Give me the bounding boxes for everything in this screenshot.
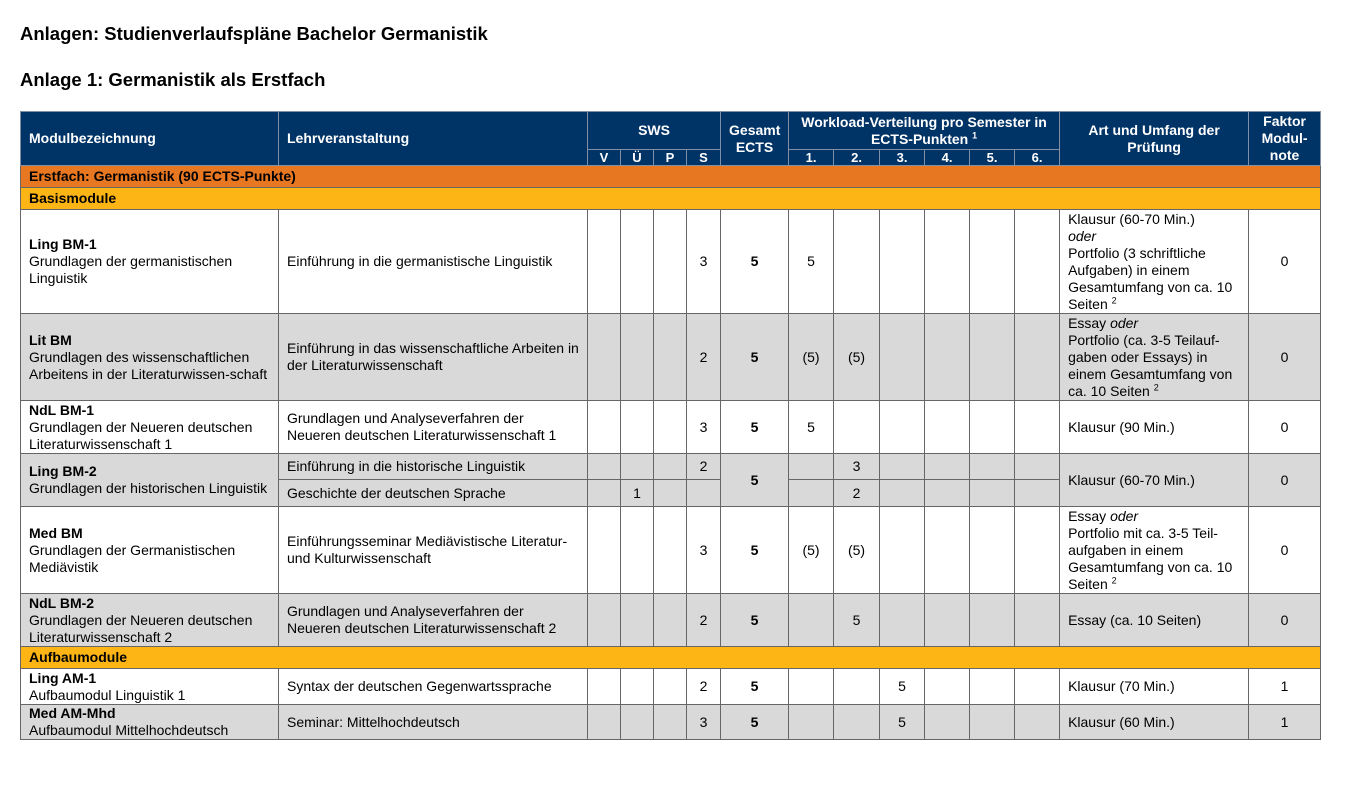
sws-s-cell: 3 [687, 705, 721, 740]
sem2-cell: (5) [834, 314, 880, 401]
sem2-cell: 5 [834, 594, 880, 647]
header-workload: Workload-Verteilung pro Semester in ECTS-Punkten $^1$ [789, 112, 1060, 150]
modul-cell: Med BM Grundlagen der Germanistischen Mediävistik [21, 507, 279, 594]
modul-cell: Ling BM-1 Grundlagen der germanistischen Linguistik [21, 210, 279, 314]
header-sem-1: 1. [789, 150, 834, 166]
lehrveranstaltung-cell: Grundlagen und Analyseverfahren der Neueren deutschen Literaturwissenschaft 1 [279, 401, 588, 454]
sws-u-cell: 1 [621, 480, 654, 507]
lehrveranstaltung-cell: Einführung in die historische Linguistik [279, 454, 588, 480]
modul-cell: Lit BM Grundlagen des wissenschaftlichen Arbeitens in der Literaturwissen-schaft [21, 314, 279, 401]
lehrveranstaltung-cell: Seminar: Mittelhochdeutsch [279, 705, 588, 740]
sws-s-cell: 2 [687, 454, 721, 480]
sws-s-cell: 2 [687, 314, 721, 401]
header-sws-s: S [687, 150, 721, 166]
lehrveranstaltung-cell: Geschichte der deutschen Sprache [279, 480, 588, 507]
ects-cell: 5 [721, 314, 789, 401]
pruefung-cell: Klausur (60-70 Min.) oder Portfolio (3 schriftliche Aufgaben) in einem Gesamtumfang von ca. 10 Seiten $^2$ [1060, 210, 1249, 314]
faktor-cell: 0 [1249, 454, 1321, 507]
lehrveranstaltung-cell: Grundlagen und Analyseverfahren der Neueren deutschen Literaturwissenschaft 2 [279, 594, 588, 647]
table-row [21, 401, 1321, 454]
sem2-cell: 2 [834, 480, 880, 507]
modul-cell: Ling AM-1 Aufbaumodul Linguistik 1 [21, 669, 279, 705]
ects-cell: 5 [721, 669, 789, 705]
header-sws-p: P [654, 150, 687, 166]
modul-cell: NdL BM-1 Grundlagen der Neueren deutschen Literaturwissenschaft 1 [21, 401, 279, 454]
header-sem-6: 6. [1015, 150, 1060, 166]
table-row [21, 507, 1321, 594]
sem1-cell: 5 [789, 210, 834, 314]
section-aufbaumodule: Aufbaumodule [21, 647, 1321, 669]
faktor-cell: 0 [1249, 314, 1321, 401]
header-pruefung: Art und Umfang der Prüfung [1060, 112, 1249, 166]
document-subtitle: Anlage 1: Germanistik als Erstfach [20, 69, 326, 90]
header-sem-2: 2. [834, 150, 880, 166]
pruefung-cell: Essay (ca. 10 Seiten) [1060, 594, 1249, 647]
header-sem-4: 4. [925, 150, 970, 166]
sem3-cell: 5 [880, 705, 925, 740]
header-lehrveranstaltung: Lehrveranstaltung [279, 112, 588, 166]
modul-cell: NdL BM-2 Grundlagen der Neueren deutschen Literaturwissenschaft 2 [21, 594, 279, 647]
table-row [21, 454, 1321, 480]
sem2-cell: (5) [834, 507, 880, 594]
header-gesamt-ects: Gesamt ECTS [721, 112, 789, 166]
lehrveranstaltung-cell: Einführung in das wissenschaftliche Arbeiten in der Literaturwissenschaft [279, 314, 588, 401]
faktor-cell: 0 [1249, 507, 1321, 594]
pruefung-cell: Klausur (60 Min.) [1060, 705, 1249, 740]
sem3-cell: 5 [880, 669, 925, 705]
table-row [21, 594, 1321, 647]
header-faktor: Faktor Modul-note [1249, 112, 1321, 166]
lehrveranstaltung-cell: Syntax der deutschen Gegenwartssprache [279, 669, 588, 705]
lehrveranstaltung-cell: Einführung in die germanistische Linguistik [279, 210, 588, 314]
table-row [21, 314, 1321, 401]
modul-cell: Med AM-Mhd Aufbaumodul Mittelhochdeutsch [21, 705, 279, 740]
table-row [21, 669, 1321, 705]
faktor-cell: 1 [1249, 705, 1321, 740]
sws-s-cell: 3 [687, 210, 721, 314]
section-basismodule: Basismodule [21, 188, 1321, 210]
lehrveranstaltung-cell: Einführungsseminar Mediävistische Literatur- und Kulturwissenschaft [279, 507, 588, 594]
sws-s-cell: 2 [687, 669, 721, 705]
faktor-cell: 1 [1249, 669, 1321, 705]
sem1-cell: 5 [789, 401, 834, 454]
category-row: Erstfach: Germanistik (90 ECTS-Punkte) [21, 166, 1321, 188]
sem1-cell: (5) [789, 507, 834, 594]
table-row [21, 705, 1321, 740]
modul-cell: Ling BM-2 Grundlagen der historischen Linguistik [21, 454, 279, 507]
ects-cell: 5 [721, 454, 789, 507]
pruefung-cell: Klausur (70 Min.) [1060, 669, 1249, 705]
faktor-cell: 0 [1249, 401, 1321, 454]
ects-cell: 5 [721, 705, 789, 740]
header-modulbezeichnung: Modulbezeichnung [21, 112, 279, 166]
ects-cell: 5 [721, 507, 789, 594]
pruefung-cell: Essay oder Portfolio mit ca. 3-5 Teil-aufgaben in einem Gesamtumfang von ca. 10 Seiten $^2$ [1060, 507, 1249, 594]
faktor-cell: 0 [1249, 210, 1321, 314]
sem2-cell: 3 [834, 454, 880, 480]
ects-cell: 5 [721, 210, 789, 314]
sws-s-cell: 3 [687, 401, 721, 454]
header-sem-3: 3. [880, 150, 925, 166]
header-sws-u: Ü [621, 150, 654, 166]
header-sws-v: V [588, 150, 621, 166]
sws-s-cell: 2 [687, 594, 721, 647]
sem1-cell: (5) [789, 314, 834, 401]
ects-cell: 5 [721, 594, 789, 647]
faktor-cell: 0 [1249, 594, 1321, 647]
ects-cell: 5 [721, 401, 789, 454]
study-plan-table [20, 111, 1321, 740]
pruefung-cell: Klausur (90 Min.) [1060, 401, 1249, 454]
pruefung-cell: Essay oder Portfolio (ca. 3-5 Teilauf-gaben oder Essays) in einem Gesamtumfang von ca. 10 Seiten $^2$ [1060, 314, 1249, 401]
sws-s-cell: 3 [687, 507, 721, 594]
header-sws: SWS [588, 112, 721, 150]
document-title: Anlagen: Studienverlaufspläne Bachelor Germanistik [20, 23, 488, 44]
header-sem-5: 5. [970, 150, 1015, 166]
table-row [21, 210, 1321, 314]
pruefung-cell: Klausur (60-70 Min.) [1060, 454, 1249, 507]
